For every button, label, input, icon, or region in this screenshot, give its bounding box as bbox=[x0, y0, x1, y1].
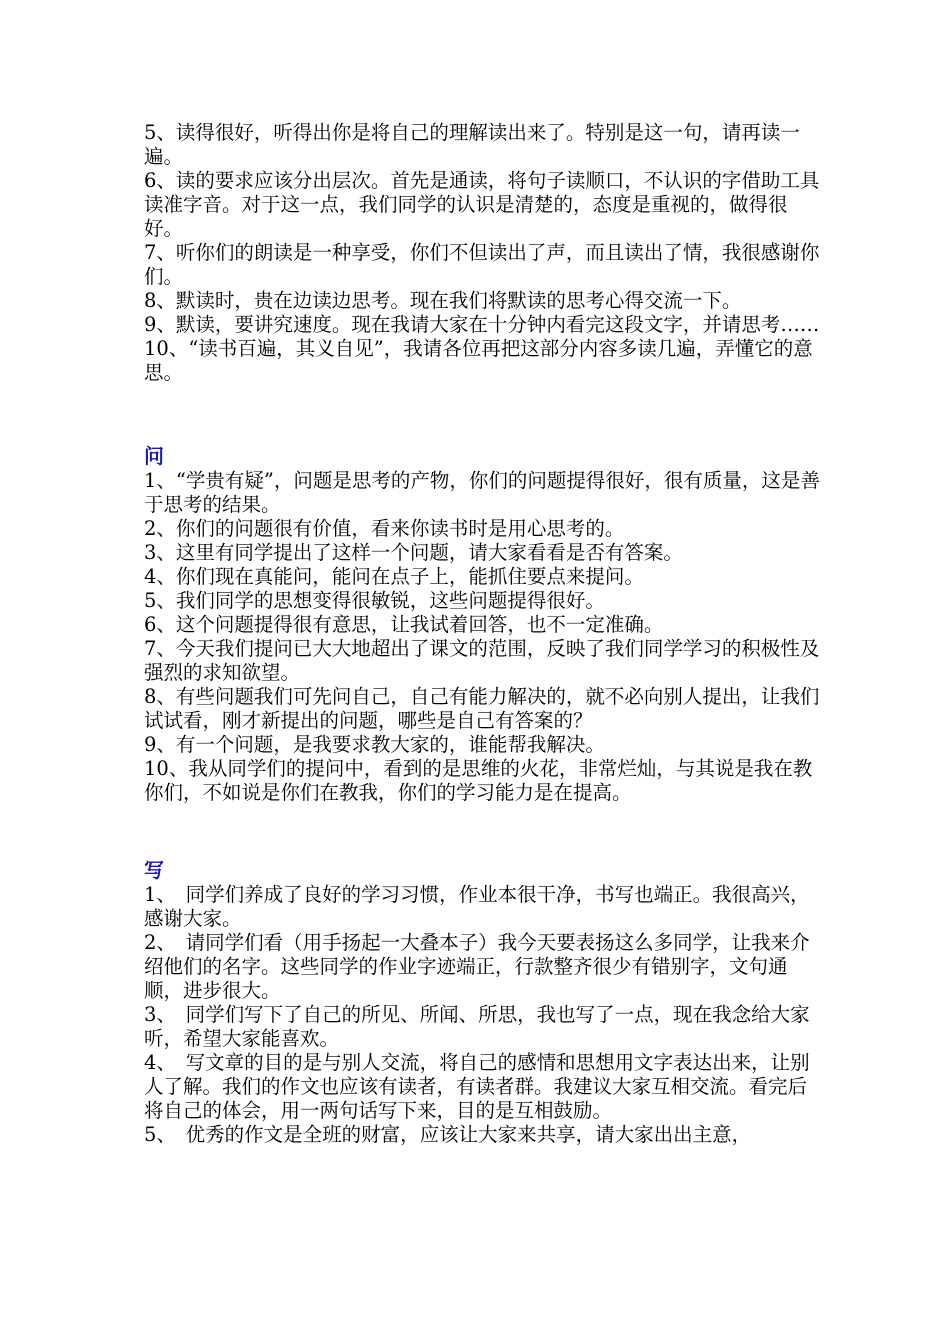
paragraph: 6、这个问题提得很有意思，让我试着回答，也不一定准确。 bbox=[144, 613, 664, 636]
section-wen bbox=[144, 443, 824, 805]
paragraph: 4、 写文章的目的是与别人交流，将自己的感情和思想用文字表达出来，让别人了解。我们的作文也应该有读者，有读者群。我建议大家互相交流。看完后将自己的体会，用一两句话写下来，目的是互相鼓励。 bbox=[144, 1051, 810, 1122]
paragraph: 5、我们同学的思想变得很敏锐，这些问题提得很好。 bbox=[144, 589, 605, 612]
paragraph: 5、 优秀的作文是全班的财富，应该让大家来共享，请大家出出主意， bbox=[144, 1123, 752, 1146]
paragraph: 7、听你们的朗读是一种享受，你们不但读出了声，而且读出了情，我很感谢你们。 bbox=[144, 241, 820, 288]
paragraph: 5、读得很好，听得出你是将自己的理解读出来了。特别是这一句，请再读一遍。 bbox=[144, 121, 800, 168]
paragraph: 9、有一个问题，是我要求教大家的，谁能帮我解决。 bbox=[144, 733, 605, 756]
paragraph: 8、默读时，贵在边读边思考。现在我们将默读的思考心得交流一下。 bbox=[144, 289, 742, 312]
paragraph: 3、 同学们写下了自己的所见、所闻、所思，我也写了一点，现在我念给大家听，希望大家能喜欢。 bbox=[144, 1003, 810, 1050]
section-heading: 问 bbox=[144, 444, 164, 468]
paragraph: 10、我从同学们的提问中，看到的是思维的火花，非常烂灿，与其说是我在教你们，不如说是你们在教我，你们的学习能力是在提高。 bbox=[144, 757, 813, 804]
section-du bbox=[144, 121, 824, 385]
paragraph: 8、有些问题我们可先问自己，自己有能力解决的，就不必向别人提出，让我们试试看，刚才新提出的问题，哪些是自己有答案的？ bbox=[144, 685, 820, 732]
paragraph: 7、今天我们提问已大大地超出了课文的范围，反映了我们同学学习的积极性及强烈的求知欲望。 bbox=[144, 637, 820, 684]
paragraph: 1、 同学们养成了良好的学习习惯，作业本很干净，书写也端正。我很高兴，感谢大家。 bbox=[144, 883, 810, 930]
paragraph: 3、这里有同学提出了这样一个问题，请大家看看是否有答案。 bbox=[144, 541, 683, 564]
document-page bbox=[144, 121, 824, 1147]
paragraph: 2、你们的问题很有价值，看来你读书时是用心思考的。 bbox=[144, 517, 625, 540]
paragraph: 1、“学贵有疑”，问题是思考的产物，你们的问题提得很好，很有质量，这是善于思考的结果。 bbox=[144, 469, 820, 516]
section-spacer bbox=[144, 385, 824, 443]
paragraph: 9、默读，要讲究速度。现在我请大家在十分钟内看完这段文字，并请思考…… bbox=[144, 313, 820, 336]
paragraph: 6、读的要求应该分出层次。首先是通读，将句子读顺口，不认识的字借助工具读准字音。对于这一点，我们同学的认识是清楚的，态度是重视的，做得很好。 bbox=[144, 169, 820, 240]
section-heading: 写 bbox=[144, 858, 164, 882]
paragraph: 10、“读书百遍，其义自见”，我请各位再把这部分内容多读几遍，弄懂它的意思。 bbox=[144, 337, 813, 384]
paragraph: 2、 请同学们看（用手扬起一大叠本子）我今天要表扬这么多同学，让我来介绍他们的名字。这些同学的作业字迹端正，行款整齐很少有错别字，文句通顺，进步很大。 bbox=[144, 931, 810, 1002]
section-spacer bbox=[144, 805, 824, 857]
section-xie bbox=[144, 857, 824, 1147]
paragraph: 4、你们现在真能问，能问在点子上，能抓住要点来提问。 bbox=[144, 565, 644, 588]
